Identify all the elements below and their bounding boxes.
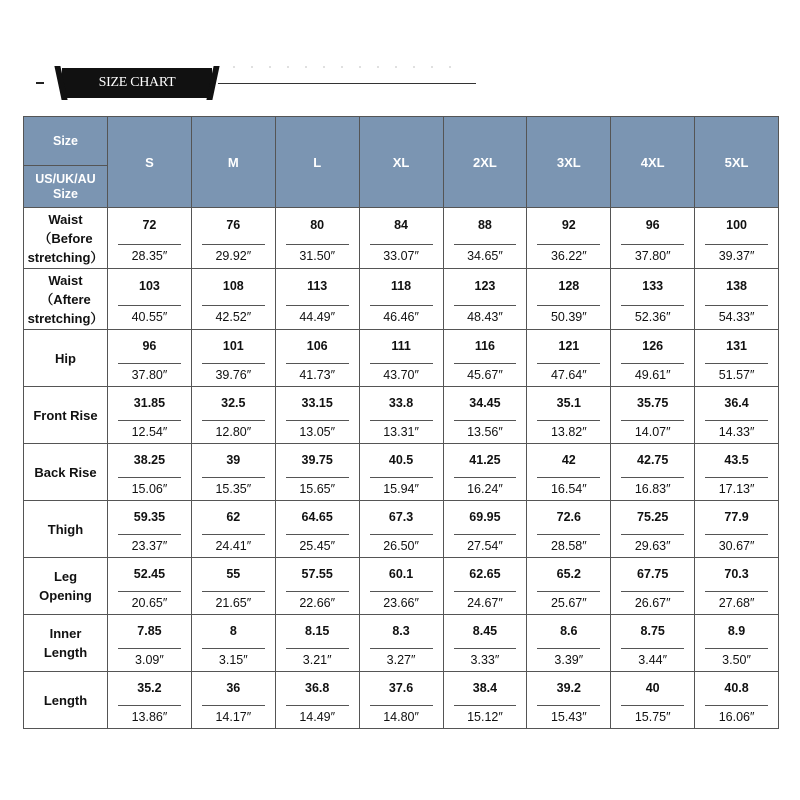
inch-value: 50.39″ [537, 305, 600, 324]
cm-value: 123 [443, 269, 527, 301]
inch-value: 54.33″ [705, 305, 768, 324]
cm-value: 8.9 [695, 615, 779, 645]
inch-value-cell [443, 359, 527, 387]
inch-value-cell [443, 239, 527, 269]
cm-value: 77.9 [695, 501, 779, 531]
inch-value: 16.24″ [454, 477, 517, 496]
inch-value-cell [275, 530, 359, 558]
row-label [24, 387, 108, 444]
row-label-line: stretching） [27, 249, 104, 265]
cm-value: 7.85 [108, 615, 192, 645]
cm-value: 126 [611, 330, 695, 360]
inch-value-cell [527, 239, 611, 269]
inch-value: 28.58″ [537, 534, 600, 553]
cm-value: 108 [191, 269, 275, 301]
cm-value: 88 [443, 208, 527, 240]
inch-value-cell [443, 530, 527, 558]
inch-value: 23.37″ [118, 534, 181, 553]
cm-value: 96 [108, 330, 192, 360]
inch-value: 3.27″ [370, 648, 433, 667]
row-label-line: stretching） [27, 310, 104, 326]
cm-value: 72 [108, 208, 192, 240]
inch-value-cell [359, 416, 443, 444]
inch-value-cell [275, 359, 359, 387]
cm-value: 62.65 [443, 558, 527, 588]
inch-value: 52.36″ [621, 305, 684, 324]
cm-value: 34.45 [443, 387, 527, 417]
table-row-inch [24, 300, 779, 330]
inch-value-cell [191, 587, 275, 615]
cm-value: 121 [527, 330, 611, 360]
table-row-cm [24, 615, 779, 645]
inch-value: 37.80″ [118, 363, 181, 382]
table-row-cm [24, 208, 779, 240]
inch-value-cell [695, 473, 779, 501]
size-col-header: 4XL [611, 117, 695, 208]
inch-value: 3.15″ [202, 648, 265, 667]
cm-value: 33.8 [359, 387, 443, 417]
inch-value-cell [108, 587, 192, 615]
cm-value: 36.8 [275, 672, 359, 702]
table-row-inch [24, 644, 779, 672]
cm-value: 8.15 [275, 615, 359, 645]
inch-value: 39.37″ [705, 244, 768, 263]
inch-value-cell [443, 300, 527, 330]
cm-value: 103 [108, 269, 192, 301]
inch-value: 22.66″ [286, 591, 349, 610]
table-row-inch [24, 239, 779, 269]
inch-value: 20.65″ [118, 591, 181, 610]
inch-value: 25.45″ [286, 534, 349, 553]
inch-value-cell [611, 416, 695, 444]
cm-value: 42 [527, 444, 611, 474]
cm-value: 57.55 [275, 558, 359, 588]
cm-value: 100 [695, 208, 779, 240]
table-row-cm [24, 558, 779, 588]
inch-value-cell [275, 587, 359, 615]
inch-value: 15.43″ [537, 705, 600, 724]
cm-value: 38.25 [108, 444, 192, 474]
cm-value: 8.45 [443, 615, 527, 645]
cm-value: 113 [275, 269, 359, 301]
inch-value-cell [695, 530, 779, 558]
cm-value: 101 [191, 330, 275, 360]
table-row-cm [24, 672, 779, 702]
table-row-cm [24, 330, 779, 360]
inch-value: 25.67″ [537, 591, 600, 610]
cm-value: 67.75 [611, 558, 695, 588]
inch-value-cell [527, 416, 611, 444]
cm-value: 8.3 [359, 615, 443, 645]
cm-value: 52.45 [108, 558, 192, 588]
inch-value-cell [108, 359, 192, 387]
table-row-cm [24, 269, 779, 301]
inch-value: 15.06″ [118, 477, 181, 496]
cm-value: 33.15 [275, 387, 359, 417]
row-label-line: Thigh [47, 521, 84, 537]
inch-value-cell [443, 416, 527, 444]
inch-value-cell [108, 300, 192, 330]
inch-value-cell [527, 359, 611, 387]
inch-value-cell [191, 300, 275, 330]
inch-value: 13.82″ [537, 420, 600, 439]
inch-value: 13.31″ [370, 420, 433, 439]
inch-value: 3.09″ [118, 648, 181, 667]
row-label-line: Waist [48, 211, 83, 227]
inch-value-cell [611, 701, 695, 729]
inch-value: 24.41″ [202, 534, 265, 553]
inch-value: 42.52″ [202, 305, 265, 324]
row-label [24, 208, 108, 269]
table-row-inch [24, 530, 779, 558]
banner-dots [225, 66, 465, 68]
inch-value-cell [191, 701, 275, 729]
inch-value-cell [108, 473, 192, 501]
inch-value-cell [359, 473, 443, 501]
inch-value-cell [611, 239, 695, 269]
inch-value-cell [275, 644, 359, 672]
cm-value: 67.3 [359, 501, 443, 531]
size-col-header: S [108, 117, 192, 208]
inch-value: 49.61″ [621, 363, 684, 382]
inch-value-cell [191, 530, 275, 558]
size-header-cell [24, 117, 108, 208]
row-label [24, 615, 108, 672]
cm-value: 39.2 [527, 672, 611, 702]
cm-value: 40.8 [695, 672, 779, 702]
cm-value: 36.4 [695, 387, 779, 417]
inch-value: 31.50″ [286, 244, 349, 263]
cm-value: 8.6 [527, 615, 611, 645]
inch-value: 16.06″ [705, 705, 768, 724]
inch-value-cell [108, 701, 192, 729]
table-row-inch [24, 701, 779, 729]
inch-value: 13.56″ [454, 420, 517, 439]
inch-value-cell [359, 239, 443, 269]
inch-value-cell [359, 644, 443, 672]
inch-value-cell [443, 701, 527, 729]
inch-value: 12.80″ [202, 420, 265, 439]
inch-value: 15.12″ [454, 705, 517, 724]
inch-value: 15.65″ [286, 477, 349, 496]
cm-value: 118 [359, 269, 443, 301]
inch-value: 14.07″ [621, 420, 684, 439]
cm-value: 76 [191, 208, 275, 240]
inch-value-cell [191, 416, 275, 444]
cm-value: 31.85 [108, 387, 192, 417]
inch-value: 45.67″ [454, 363, 517, 382]
size-col-header: 2XL [443, 117, 527, 208]
inch-value: 16.83″ [621, 477, 684, 496]
inch-value-cell [275, 239, 359, 269]
inch-value: 12.54″ [118, 420, 181, 439]
inch-value-cell [695, 587, 779, 615]
inch-value: 15.94″ [370, 477, 433, 496]
cm-value: 35.2 [108, 672, 192, 702]
cm-value: 43.5 [695, 444, 779, 474]
inch-value-cell [611, 359, 695, 387]
cm-value: 75.25 [611, 501, 695, 531]
size-col-header: M [191, 117, 275, 208]
cm-value: 84 [359, 208, 443, 240]
row-label-line: Front Rise [33, 407, 98, 423]
inch-value: 27.54″ [454, 534, 517, 553]
cm-value: 60.1 [359, 558, 443, 588]
cm-value: 80 [275, 208, 359, 240]
inch-value-cell [695, 239, 779, 269]
inch-value-cell [611, 644, 695, 672]
inch-value: 34.65″ [454, 244, 517, 263]
inch-value: 23.66″ [370, 591, 433, 610]
inch-value-cell [527, 701, 611, 729]
inch-value-cell [527, 300, 611, 330]
cm-value: 40 [611, 672, 695, 702]
cm-value: 39.75 [275, 444, 359, 474]
table-row-cm [24, 444, 779, 474]
inch-value: 44.49″ [286, 305, 349, 324]
row-label [24, 444, 108, 501]
inch-value: 17.13″ [705, 477, 768, 496]
row-label [24, 672, 108, 729]
table-row-inch [24, 359, 779, 387]
row-label-line: Length [43, 645, 88, 660]
inch-value-cell [527, 644, 611, 672]
inch-value: 13.05″ [286, 420, 349, 439]
row-label-line: Inner [49, 626, 82, 641]
inch-value-cell [695, 416, 779, 444]
inch-value: 46.46″ [370, 305, 433, 324]
inch-value: 14.80″ [370, 705, 433, 724]
inch-value: 51.57″ [705, 363, 768, 382]
cm-value: 128 [527, 269, 611, 301]
inch-value-cell [108, 416, 192, 444]
inch-value-cell [359, 587, 443, 615]
inch-value-cell [275, 473, 359, 501]
inch-value: 26.67″ [621, 591, 684, 610]
inch-value-cell [359, 359, 443, 387]
cm-value: 116 [443, 330, 527, 360]
size-col-header: 5XL [695, 117, 779, 208]
inch-value-cell [191, 359, 275, 387]
inch-value-cell [359, 530, 443, 558]
cm-value: 106 [275, 330, 359, 360]
size-chart-banner [0, 60, 800, 105]
inch-value: 15.75″ [621, 705, 684, 724]
row-label-line: （Aftere [40, 291, 91, 307]
inch-value: 27.68″ [705, 591, 768, 610]
inch-value-cell [108, 530, 192, 558]
cm-value: 42.75 [611, 444, 695, 474]
cm-value: 72.6 [527, 501, 611, 531]
inch-value: 21.65″ [202, 591, 265, 610]
row-label [24, 330, 108, 387]
inch-value-cell [527, 473, 611, 501]
cm-value: 62 [191, 501, 275, 531]
size-col-header: 3XL [527, 117, 611, 208]
inch-value-cell [527, 530, 611, 558]
inch-value: 3.50″ [705, 648, 768, 667]
inch-value: 28.35″ [118, 244, 181, 263]
region-label [24, 166, 107, 207]
cm-value: 8 [191, 615, 275, 645]
inch-value: 15.35″ [202, 477, 265, 496]
inch-value-cell [191, 473, 275, 501]
region-label-line2: Size [52, 187, 78, 201]
cm-value: 69.95 [443, 501, 527, 531]
inch-value-cell [191, 644, 275, 672]
size-label: Size [24, 117, 107, 166]
inch-value: 47.64″ [537, 363, 600, 382]
row-label-line: Leg [53, 569, 78, 584]
row-label-line: Opening [39, 588, 92, 603]
row-label-line: Length [43, 692, 88, 708]
inch-value: 40.55″ [118, 305, 181, 324]
cm-value: 8.75 [611, 615, 695, 645]
cm-value: 55 [191, 558, 275, 588]
row-label [24, 269, 108, 330]
inch-value-cell [275, 416, 359, 444]
cm-value: 59.35 [108, 501, 192, 531]
cm-value: 36 [191, 672, 275, 702]
inch-value-cell [443, 644, 527, 672]
cm-value: 70.3 [695, 558, 779, 588]
banner-title: SIZE CHART [62, 68, 212, 98]
inch-value: 43.70″ [370, 363, 433, 382]
inch-value: 3.33″ [454, 648, 517, 667]
inch-value: 3.39″ [537, 648, 600, 667]
cm-value: 64.65 [275, 501, 359, 531]
inch-value: 48.43″ [454, 305, 517, 324]
inch-value-cell [108, 644, 192, 672]
size-table [23, 116, 779, 729]
cm-value: 41.25 [443, 444, 527, 474]
cm-value: 131 [695, 330, 779, 360]
inch-value: 29.63″ [621, 534, 684, 553]
cm-value: 138 [695, 269, 779, 301]
table-row-inch [24, 416, 779, 444]
row-label-line: （Before [38, 230, 93, 246]
inch-value-cell [275, 300, 359, 330]
cm-value: 37.6 [359, 672, 443, 702]
inch-value: 33.07″ [370, 244, 433, 263]
inch-value: 37.80″ [621, 244, 684, 263]
inch-value: 3.21″ [286, 648, 349, 667]
inch-value-cell [695, 644, 779, 672]
inch-value-cell [443, 587, 527, 615]
inch-value-cell [611, 300, 695, 330]
inch-value: 39.76″ [202, 363, 265, 382]
table-row-inch [24, 587, 779, 615]
inch-value: 24.67″ [454, 591, 517, 610]
header-row [24, 117, 779, 208]
cm-value: 40.5 [359, 444, 443, 474]
row-label [24, 501, 108, 558]
inch-value: 29.92″ [202, 244, 265, 263]
table-row-inch [24, 473, 779, 501]
inch-value: 36.22″ [537, 244, 600, 263]
size-col-header: XL [359, 117, 443, 208]
table-row-cm [24, 387, 779, 417]
cm-value: 92 [527, 208, 611, 240]
inch-value-cell [611, 473, 695, 501]
inch-value: 14.17″ [202, 705, 265, 724]
cm-value: 96 [611, 208, 695, 240]
size-col-header: L [275, 117, 359, 208]
cm-value: 32.5 [191, 387, 275, 417]
cm-value: 111 [359, 330, 443, 360]
region-label-line1: US/UK/AU [35, 171, 96, 186]
inch-value-cell [695, 300, 779, 330]
inch-value-cell [108, 239, 192, 269]
cm-value: 35.1 [527, 387, 611, 417]
row-label-line: Hip [55, 350, 76, 366]
inch-value: 14.33″ [705, 420, 768, 439]
cm-value: 38.4 [443, 672, 527, 702]
inch-value: 30.67″ [705, 534, 768, 553]
banner-rule [218, 83, 476, 84]
row-label-line: Back Rise [34, 464, 97, 480]
inch-value-cell [359, 300, 443, 330]
inch-value: 14.49″ [286, 705, 349, 724]
inch-value-cell [695, 701, 779, 729]
cm-value: 65.2 [527, 558, 611, 588]
cm-value: 35.75 [611, 387, 695, 417]
inch-value-cell [359, 701, 443, 729]
inch-value: 13.86″ [118, 705, 181, 724]
row-label [24, 558, 108, 615]
cm-value: 133 [611, 269, 695, 301]
inch-value-cell [275, 701, 359, 729]
table-row-cm [24, 501, 779, 531]
inch-value: 3.44″ [621, 648, 684, 667]
cm-value: 39 [191, 444, 275, 474]
inch-value-cell [443, 473, 527, 501]
row-label-line: Waist [48, 272, 83, 288]
inch-value-cell [527, 587, 611, 615]
inch-value-cell [611, 530, 695, 558]
inch-value: 16.54″ [537, 477, 600, 496]
inch-value-cell [611, 587, 695, 615]
inch-value: 41.73″ [286, 363, 349, 382]
inch-value: 26.50″ [370, 534, 433, 553]
inch-value-cell [695, 359, 779, 387]
banner-dash [36, 82, 44, 84]
inch-value-cell [191, 239, 275, 269]
